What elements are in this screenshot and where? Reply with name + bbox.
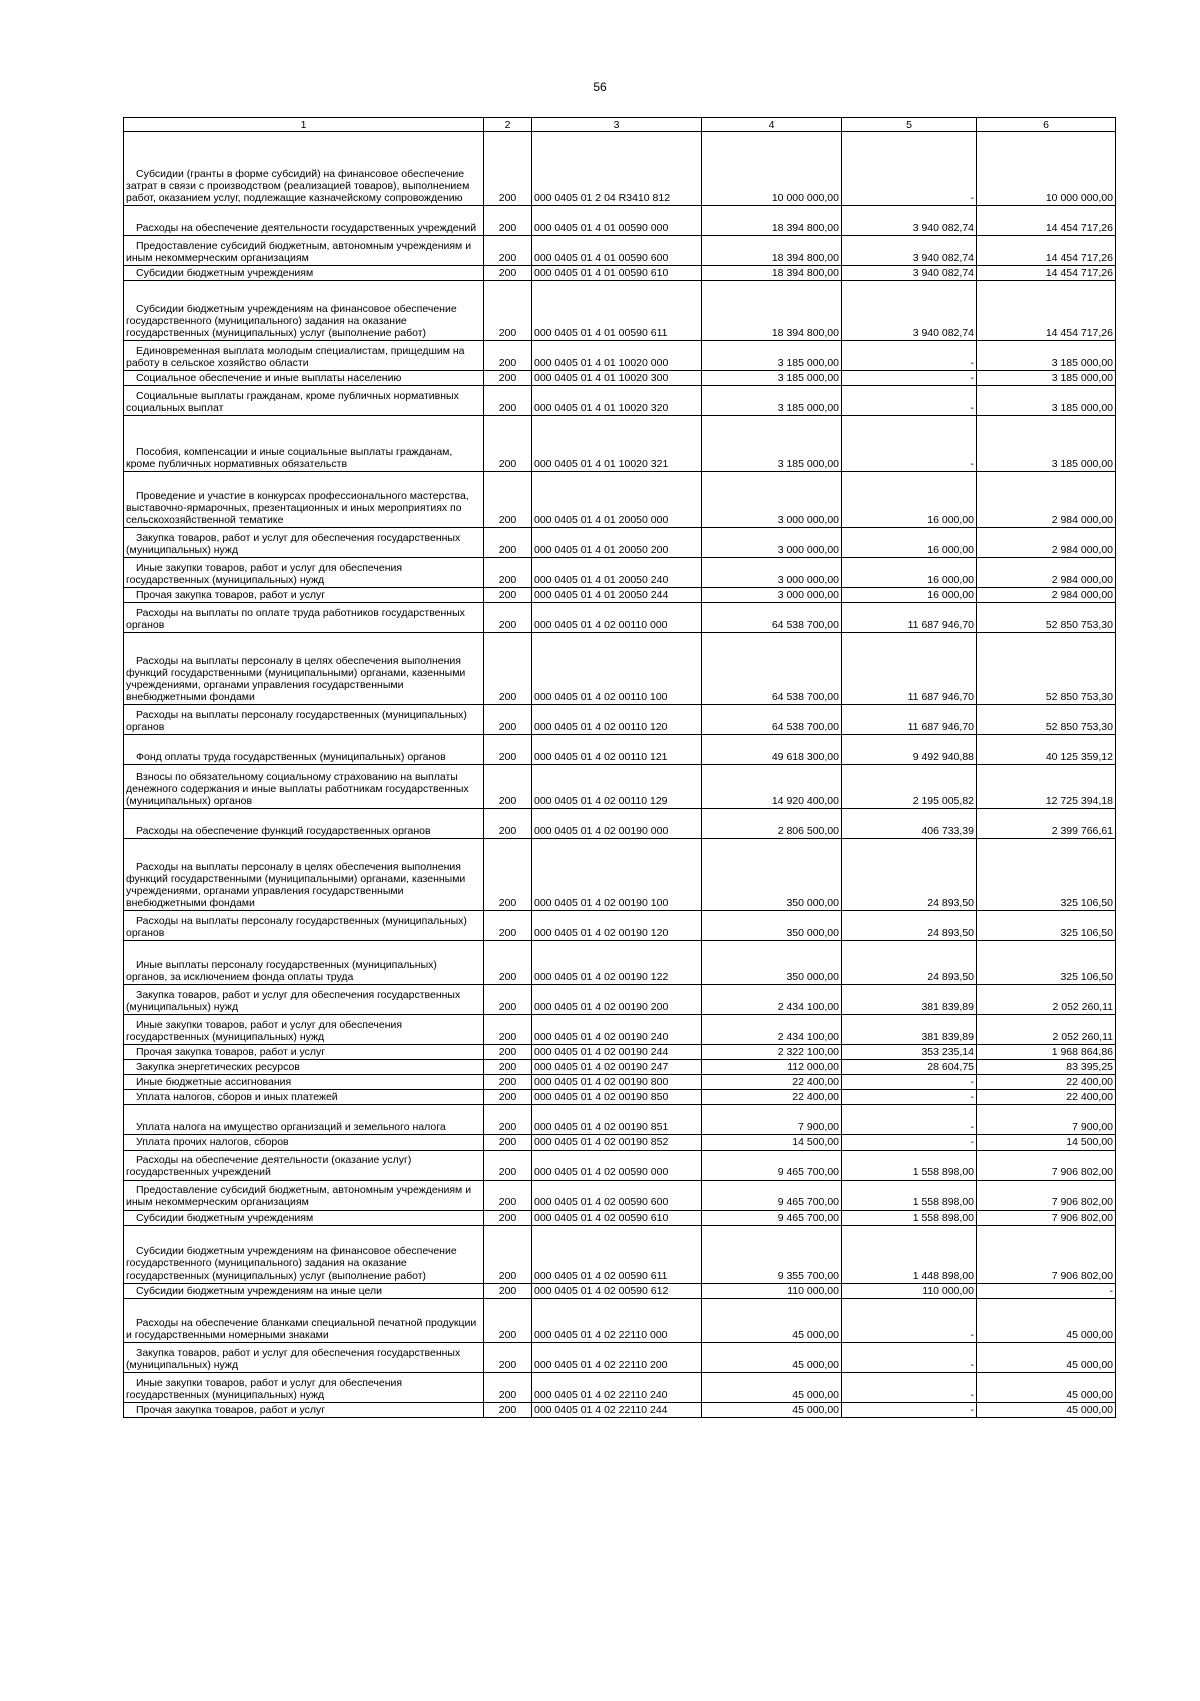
row-budget-code: 000 0405 01 4 02 00190 800	[532, 1075, 702, 1090]
table-header	[124, 118, 1116, 132]
row-approved-amount: 3 000 000,00	[702, 558, 842, 588]
row-budget-code: 000 0405 01 2 04 R3410 812	[532, 132, 702, 206]
row-line-code: 200	[484, 633, 532, 705]
row-line-code: 200	[484, 1045, 532, 1060]
page-number: 56	[593, 80, 607, 94]
table-row	[124, 206, 1116, 236]
row-name: Расходы на выплаты персоналу государственных (муниципальных) органов	[124, 705, 484, 735]
row-line-code: 200	[484, 1342, 532, 1372]
row-approved-amount: 7 900,00	[702, 1105, 842, 1135]
row-line-code: 200	[484, 603, 532, 633]
row-executed-amount: 24 893,50	[842, 839, 977, 911]
row-executed-amount: 3 940 082,74	[842, 281, 977, 341]
table-row	[124, 839, 1116, 911]
row-budget-code: 000 0405 01 4 02 00190 122	[532, 941, 702, 985]
row-line-code: 200	[484, 705, 532, 735]
row-line-code: 200	[484, 1402, 532, 1417]
row-budget-code: 000 0405 01 4 02 22110 240	[532, 1372, 702, 1402]
table-row	[124, 416, 1116, 472]
table-row	[124, 281, 1116, 341]
row-unexecuted-amount: 52 850 753,30	[977, 705, 1116, 735]
row-line-code: 200	[484, 735, 532, 765]
row-executed-amount: 24 893,50	[842, 911, 977, 941]
row-approved-amount: 64 538 700,00	[702, 633, 842, 705]
table-row	[124, 588, 1116, 603]
row-line-code: 200	[484, 1135, 532, 1150]
row-executed-amount: 11 687 946,70	[842, 705, 977, 735]
row-name: Проведение и участие в конкурсах профессионального мастерства, выставочно-ярмарочных, презентационных и иных мероприятиях по сельскохозяйственной тематике	[124, 472, 484, 528]
row-line-code: 200	[484, 809, 532, 839]
row-unexecuted-amount: 2 399 766,61	[977, 809, 1116, 839]
row-executed-amount: -	[842, 1298, 977, 1342]
row-executed-amount: 16 000,00	[842, 528, 977, 558]
row-name: Субсидии бюджетным учреждениям	[124, 266, 484, 281]
row-approved-amount: 2 434 100,00	[702, 985, 842, 1015]
table-row	[124, 1180, 1116, 1210]
row-line-code: 200	[484, 386, 532, 416]
table-row	[124, 558, 1116, 588]
row-line-code: 200	[484, 1090, 532, 1105]
row-executed-amount: 24 893,50	[842, 941, 977, 985]
row-approved-amount: 14 920 400,00	[702, 765, 842, 809]
row-line-code: 200	[484, 985, 532, 1015]
row-approved-amount: 18 394 800,00	[702, 281, 842, 341]
row-unexecuted-amount: 22 400,00	[977, 1075, 1116, 1090]
row-budget-code: 000 0405 01 4 01 10020 000	[532, 341, 702, 371]
row-line-code: 200	[484, 416, 532, 472]
row-line-code: 200	[484, 1372, 532, 1402]
table-row	[124, 1045, 1116, 1060]
row-unexecuted-amount: 12 725 394,18	[977, 765, 1116, 809]
row-approved-amount: 22 400,00	[702, 1075, 842, 1090]
row-executed-amount: -	[842, 341, 977, 371]
column-header-4: 4	[702, 118, 842, 132]
row-line-code: 200	[484, 839, 532, 911]
row-unexecuted-amount: 3 185 000,00	[977, 341, 1116, 371]
row-executed-amount: 9 492 940,88	[842, 735, 977, 765]
row-approved-amount: 3 185 000,00	[702, 341, 842, 371]
row-name: Расходы на обеспечение деятельности (оказание услуг) государственных учреждений	[124, 1150, 484, 1180]
row-executed-amount: 11 687 946,70	[842, 633, 977, 705]
column-header-6: 6	[977, 118, 1116, 132]
row-approved-amount: 3 000 000,00	[702, 528, 842, 558]
row-line-code: 200	[484, 1105, 532, 1135]
row-name: Социальные выплаты гражданам, кроме публичных нормативных социальных выплат	[124, 386, 484, 416]
row-name: Расходы на выплаты по оплате труда работников государственных органов	[124, 603, 484, 633]
row-budget-code: 000 0405 01 4 01 00590 611	[532, 281, 702, 341]
row-line-code: 200	[484, 472, 532, 528]
row-executed-amount: -	[842, 1135, 977, 1150]
row-approved-amount: 3 185 000,00	[702, 371, 842, 386]
table-row	[124, 1105, 1116, 1135]
table-row	[124, 603, 1116, 633]
table-row	[124, 236, 1116, 266]
row-name: Иные закупки товаров, работ и услуг для обеспечения государственных (муниципальных) нужд	[124, 1372, 484, 1402]
row-unexecuted-amount: 22 400,00	[977, 1090, 1116, 1105]
row-unexecuted-amount: 14 454 717,26	[977, 236, 1116, 266]
row-approved-amount: 9 465 700,00	[702, 1150, 842, 1180]
row-budget-code: 000 0405 01 4 02 22110 244	[532, 1402, 702, 1417]
row-unexecuted-amount: 7 900,00	[977, 1105, 1116, 1135]
table-row	[124, 1402, 1116, 1417]
row-executed-amount: -	[842, 132, 977, 206]
row-name: Расходы на выплаты персоналу государственных (муниципальных) органов	[124, 911, 484, 941]
row-line-code: 200	[484, 528, 532, 558]
row-name: Прочая закупка товаров, работ и услуг	[124, 1045, 484, 1060]
table-row	[124, 1283, 1116, 1298]
table-row	[124, 911, 1116, 941]
row-name: Субсидии бюджетным учреждениям на финансовое обеспечение государственного (муниципального) задания на оказание государственных (муниципальных) услуг (выполнение работ)	[124, 1225, 484, 1283]
row-name: Расходы на выплаты персоналу в целях обеспечения выполнения функций государственными (муниципальными) органами, казенными учреждениями, органами управления государственными внебюджетными фондами	[124, 839, 484, 911]
row-name: Уплата налога на имущество организаций и земельного налога	[124, 1105, 484, 1135]
row-line-code: 200	[484, 941, 532, 985]
row-approved-amount: 45 000,00	[702, 1298, 842, 1342]
row-approved-amount: 18 394 800,00	[702, 236, 842, 266]
row-executed-amount: -	[842, 1402, 977, 1417]
row-unexecuted-amount: 45 000,00	[977, 1342, 1116, 1372]
row-name: Взносы по обязательному социальному страхованию на выплаты денежного содержания и иные выплаты работникам государственных (муниципальных) органов	[124, 765, 484, 809]
row-approved-amount: 112 000,00	[702, 1060, 842, 1075]
row-name: Пособия, компенсации и иные социальные выплаты гражданам, кроме публичных нормативных обязательств	[124, 416, 484, 472]
row-unexecuted-amount: 2 052 260,11	[977, 985, 1116, 1015]
row-budget-code: 000 0405 01 4 02 22110 000	[532, 1298, 702, 1342]
row-budget-code: 000 0405 01 4 02 00190 247	[532, 1060, 702, 1075]
row-name: Иные бюджетные ассигнования	[124, 1075, 484, 1090]
row-approved-amount: 18 394 800,00	[702, 206, 842, 236]
row-unexecuted-amount: 83 395,25	[977, 1060, 1116, 1075]
row-executed-amount: 353 235,14	[842, 1045, 977, 1060]
table-row	[124, 1210, 1116, 1225]
table-row	[124, 985, 1116, 1015]
row-budget-code: 000 0405 01 4 02 00590 611	[532, 1225, 702, 1283]
row-name: Социальное обеспечение и иные выплаты населению	[124, 371, 484, 386]
row-approved-amount: 2 434 100,00	[702, 1015, 842, 1045]
row-budget-code: 000 0405 01 4 01 20050 240	[532, 558, 702, 588]
row-unexecuted-amount: 2 984 000,00	[977, 588, 1116, 603]
row-unexecuted-amount: -	[977, 1283, 1116, 1298]
table-row	[124, 528, 1116, 558]
row-budget-code: 000 0405 01 4 02 00190 200	[532, 985, 702, 1015]
row-line-code: 200	[484, 281, 532, 341]
row-budget-code: 000 0405 01 4 02 00110 120	[532, 705, 702, 735]
row-unexecuted-amount: 7 906 802,00	[977, 1210, 1116, 1225]
row-budget-code: 000 0405 01 4 02 00110 121	[532, 735, 702, 765]
row-unexecuted-amount: 52 850 753,30	[977, 633, 1116, 705]
row-line-code: 200	[484, 341, 532, 371]
table-row	[124, 1060, 1116, 1075]
row-name: Фонд оплаты труда государственных (муниципальных) органов	[124, 735, 484, 765]
row-unexecuted-amount: 7 906 802,00	[977, 1225, 1116, 1283]
row-approved-amount: 18 394 800,00	[702, 266, 842, 281]
row-budget-code: 000 0405 01 4 01 20050 000	[532, 472, 702, 528]
row-approved-amount: 64 538 700,00	[702, 603, 842, 633]
row-executed-amount: 28 604,75	[842, 1060, 977, 1075]
row-name: Субсидии бюджетным учреждениям на финансовое обеспечение государственного (муниципального) задания на оказание государственных (муниципальных) услуг (выполнение работ)	[124, 281, 484, 341]
row-executed-amount: -	[842, 371, 977, 386]
row-unexecuted-amount: 45 000,00	[977, 1298, 1116, 1342]
row-line-code: 200	[484, 1060, 532, 1075]
row-approved-amount: 14 500,00	[702, 1135, 842, 1150]
row-executed-amount: 1 558 898,00	[842, 1180, 977, 1210]
header-row	[124, 118, 1116, 132]
row-name: Расходы на обеспечение деятельности государственных учреждений	[124, 206, 484, 236]
row-executed-amount: 1 558 898,00	[842, 1210, 977, 1225]
row-executed-amount: -	[842, 1075, 977, 1090]
table-row	[124, 1090, 1116, 1105]
row-executed-amount: -	[842, 386, 977, 416]
row-budget-code: 000 0405 01 4 02 00190 244	[532, 1045, 702, 1060]
row-approved-amount: 2 806 500,00	[702, 809, 842, 839]
row-line-code: 200	[484, 1210, 532, 1225]
row-budget-code: 000 0405 01 4 02 00190 000	[532, 809, 702, 839]
row-budget-code: 000 0405 01 4 02 00590 000	[532, 1150, 702, 1180]
row-unexecuted-amount: 10 000 000,00	[977, 132, 1116, 206]
row-name: Предоставление субсидий бюджетным, автономным учреждениям и иным некоммерческим организациям	[124, 1180, 484, 1210]
table-row	[124, 1135, 1116, 1150]
row-name: Закупка энергетических ресурсов	[124, 1060, 484, 1075]
row-name: Закупка товаров, работ и услуг для обеспечения государственных (муниципальных) нужд	[124, 1342, 484, 1372]
row-approved-amount: 350 000,00	[702, 941, 842, 985]
table-row	[124, 765, 1116, 809]
row-executed-amount: 1 558 898,00	[842, 1150, 977, 1180]
row-approved-amount: 2 322 100,00	[702, 1045, 842, 1060]
row-unexecuted-amount: 2 984 000,00	[977, 528, 1116, 558]
row-name: Закупка товаров, работ и услуг для обеспечения государственных (муниципальных) нужд	[124, 528, 484, 558]
row-budget-code: 000 0405 01 4 01 20050 244	[532, 588, 702, 603]
row-budget-code: 000 0405 01 4 02 00590 610	[532, 1210, 702, 1225]
row-budget-code: 000 0405 01 4 01 10020 320	[532, 386, 702, 416]
row-name: Субсидии бюджетным учреждениям	[124, 1210, 484, 1225]
row-executed-amount: 16 000,00	[842, 472, 977, 528]
table-row	[124, 1150, 1116, 1180]
table-row	[124, 1342, 1116, 1372]
row-approved-amount: 22 400,00	[702, 1090, 842, 1105]
row-budget-code: 000 0405 01 4 02 00590 600	[532, 1180, 702, 1210]
row-executed-amount: 3 940 082,74	[842, 236, 977, 266]
table-row	[124, 809, 1116, 839]
row-budget-code: 000 0405 01 4 02 00190 851	[532, 1105, 702, 1135]
row-executed-amount: 11 687 946,70	[842, 603, 977, 633]
row-budget-code: 000 0405 01 4 01 00590 610	[532, 266, 702, 281]
row-name: Субсидии бюджетным учреждениям на иные цели	[124, 1283, 484, 1298]
row-unexecuted-amount: 14 454 717,26	[977, 281, 1116, 341]
row-executed-amount: -	[842, 1372, 977, 1402]
column-header-3: 3	[532, 118, 702, 132]
row-name: Закупка товаров, работ и услуг для обеспечения государственных (муниципальных) нужд	[124, 985, 484, 1015]
row-unexecuted-amount: 45 000,00	[977, 1402, 1116, 1417]
row-executed-amount: 16 000,00	[842, 588, 977, 603]
row-approved-amount: 10 000 000,00	[702, 132, 842, 206]
row-unexecuted-amount: 45 000,00	[977, 1372, 1116, 1402]
row-executed-amount: 381 839,89	[842, 1015, 977, 1045]
row-line-code: 200	[484, 132, 532, 206]
row-budget-code: 000 0405 01 4 02 00590 612	[532, 1283, 702, 1298]
row-budget-code: 000 0405 01 4 02 00110 129	[532, 765, 702, 809]
row-executed-amount: -	[842, 1342, 977, 1372]
budget-table	[123, 117, 1116, 1418]
row-approved-amount: 45 000,00	[702, 1372, 842, 1402]
table-row	[124, 735, 1116, 765]
row-executed-amount: 1 448 898,00	[842, 1225, 977, 1283]
table-row	[124, 1015, 1116, 1045]
row-unexecuted-amount: 14 500,00	[977, 1135, 1116, 1150]
row-approved-amount: 45 000,00	[702, 1342, 842, 1372]
row-unexecuted-amount: 1 968 864,86	[977, 1045, 1116, 1060]
row-name: Предоставление субсидий бюджетным, автономным учреждениям и иным некоммерческим организациям	[124, 236, 484, 266]
row-budget-code: 000 0405 01 4 02 00190 240	[532, 1015, 702, 1045]
table-row	[124, 1372, 1116, 1402]
row-approved-amount: 49 618 300,00	[702, 735, 842, 765]
row-line-code: 200	[484, 1075, 532, 1090]
table-row	[124, 266, 1116, 281]
row-budget-code: 000 0405 01 4 02 00110 100	[532, 633, 702, 705]
row-unexecuted-amount: 2 984 000,00	[977, 472, 1116, 528]
row-executed-amount: 381 839,89	[842, 985, 977, 1015]
row-executed-amount: 2 195 005,82	[842, 765, 977, 809]
row-approved-amount: 9 355 700,00	[702, 1225, 842, 1283]
row-budget-code: 000 0405 01 4 02 00190 120	[532, 911, 702, 941]
row-budget-code: 000 0405 01 4 02 00190 100	[532, 839, 702, 911]
row-executed-amount: 406 733,39	[842, 809, 977, 839]
row-line-code: 200	[484, 206, 532, 236]
row-line-code: 200	[484, 911, 532, 941]
row-budget-code: 000 0405 01 4 01 20050 200	[532, 528, 702, 558]
row-budget-code: 000 0405 01 4 01 00590 000	[532, 206, 702, 236]
table-row	[124, 386, 1116, 416]
row-approved-amount: 45 000,00	[702, 1402, 842, 1417]
row-unexecuted-amount: 3 185 000,00	[977, 386, 1116, 416]
row-line-code: 200	[484, 1225, 532, 1283]
row-line-code: 200	[484, 1298, 532, 1342]
row-line-code: 200	[484, 588, 532, 603]
column-header-5: 5	[842, 118, 977, 132]
column-header-1: 1	[124, 118, 484, 132]
row-line-code: 200	[484, 266, 532, 281]
row-line-code: 200	[484, 558, 532, 588]
row-line-code: 200	[484, 1180, 532, 1210]
row-approved-amount: 9 465 700,00	[702, 1210, 842, 1225]
row-unexecuted-amount: 2 052 260,11	[977, 1015, 1116, 1045]
table-body	[124, 132, 1116, 1418]
row-approved-amount: 3 000 000,00	[702, 588, 842, 603]
row-executed-amount: 3 940 082,74	[842, 266, 977, 281]
row-unexecuted-amount: 325 106,50	[977, 911, 1116, 941]
row-approved-amount: 64 538 700,00	[702, 705, 842, 735]
row-unexecuted-amount: 3 185 000,00	[977, 416, 1116, 472]
row-unexecuted-amount: 14 454 717,26	[977, 206, 1116, 236]
row-name: Иные закупки товаров, работ и услуг для обеспечения государственных (муниципальных) нужд	[124, 558, 484, 588]
row-approved-amount: 9 465 700,00	[702, 1180, 842, 1210]
row-name: Иные выплаты персоналу государственных (муниципальных) органов, за исключением фонда оплаты труда	[124, 941, 484, 985]
table-row	[124, 472, 1116, 528]
table-row	[124, 1225, 1116, 1283]
table-row	[124, 132, 1116, 206]
row-budget-code: 000 0405 01 4 02 22110 200	[532, 1342, 702, 1372]
row-unexecuted-amount: 325 106,50	[977, 839, 1116, 911]
table-row	[124, 941, 1116, 985]
row-name: Единовременная выплата молодым специалистам, прищедшим на работу в сельское хозяйство области	[124, 341, 484, 371]
row-name: Субсидии (гранты в форме субсидий) на финансовое обеспечение затрат в связи с производством (реализацией товаров), выполнением работ, оказанием услуг, подлежащие казначейскому сопровождению	[124, 132, 484, 206]
row-executed-amount: -	[842, 416, 977, 472]
table-row	[124, 1298, 1116, 1342]
row-executed-amount: 16 000,00	[842, 558, 977, 588]
row-budget-code: 000 0405 01 4 01 00590 600	[532, 236, 702, 266]
row-unexecuted-amount: 325 106,50	[977, 941, 1116, 985]
row-executed-amount: -	[842, 1105, 977, 1135]
table-row	[124, 705, 1116, 735]
row-approved-amount: 350 000,00	[702, 839, 842, 911]
row-line-code: 200	[484, 1150, 532, 1180]
row-budget-code: 000 0405 01 4 02 00110 000	[532, 603, 702, 633]
row-executed-amount: 110 000,00	[842, 1283, 977, 1298]
row-unexecuted-amount: 52 850 753,30	[977, 603, 1116, 633]
row-unexecuted-amount: 40 125 359,12	[977, 735, 1116, 765]
table-row	[124, 371, 1116, 386]
table-row	[124, 633, 1116, 705]
row-line-code: 200	[484, 765, 532, 809]
row-executed-amount: -	[842, 1090, 977, 1105]
row-line-code: 200	[484, 371, 532, 386]
row-unexecuted-amount: 7 906 802,00	[977, 1180, 1116, 1210]
row-line-code: 200	[484, 1283, 532, 1298]
row-budget-code: 000 0405 01 4 02 00190 850	[532, 1090, 702, 1105]
row-name: Расходы на выплаты персоналу в целях обеспечения выполнения функций государственными (муниципальными) органами, казенными учреждениями, органами управления государственными внебюджетными фондами	[124, 633, 484, 705]
row-executed-amount: 3 940 082,74	[842, 206, 977, 236]
row-approved-amount: 110 000,00	[702, 1283, 842, 1298]
table-row	[124, 1075, 1116, 1090]
row-approved-amount: 3 000 000,00	[702, 472, 842, 528]
row-unexecuted-amount: 3 185 000,00	[977, 371, 1116, 386]
row-unexecuted-amount: 14 454 717,26	[977, 266, 1116, 281]
row-approved-amount: 3 185 000,00	[702, 416, 842, 472]
row-approved-amount: 350 000,00	[702, 911, 842, 941]
row-name: Уплата прочих налогов, сборов	[124, 1135, 484, 1150]
row-budget-code: 000 0405 01 4 01 10020 321	[532, 416, 702, 472]
row-line-code: 200	[484, 236, 532, 266]
row-budget-code: 000 0405 01 4 02 00190 852	[532, 1135, 702, 1150]
row-name: Прочая закупка товаров, работ и услуг	[124, 588, 484, 603]
row-line-code: 200	[484, 1015, 532, 1045]
row-approved-amount: 3 185 000,00	[702, 386, 842, 416]
row-unexecuted-amount: 7 906 802,00	[977, 1150, 1116, 1180]
row-name: Расходы на обеспечение бланками специальной печатной продукции и государственными номерными знаками	[124, 1298, 484, 1342]
column-header-2: 2	[484, 118, 532, 132]
row-unexecuted-amount: 2 984 000,00	[977, 558, 1116, 588]
row-name: Прочая закупка товаров, работ и услуг	[124, 1402, 484, 1417]
row-name: Уплата налогов, сборов и иных платежей	[124, 1090, 484, 1105]
row-name: Иные закупки товаров, работ и услуг для обеспечения государственных (муниципальных) нужд	[124, 1015, 484, 1045]
row-budget-code: 000 0405 01 4 01 10020 300	[532, 371, 702, 386]
table-row	[124, 341, 1116, 371]
row-name: Расходы на обеспечение функций государственных органов	[124, 809, 484, 839]
